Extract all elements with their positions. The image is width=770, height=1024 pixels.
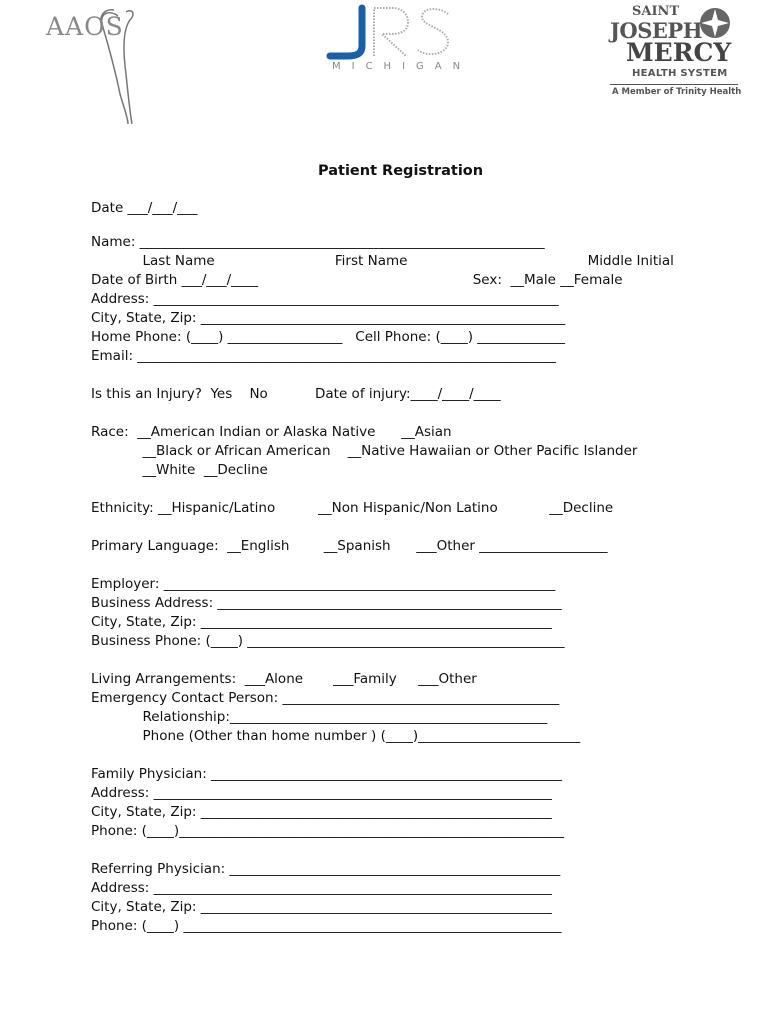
- star-cross-icon: [698, 4, 732, 42]
- referring-physician-address-field-line[interactable]: Address: ___________________________________________________________: [91, 880, 552, 896]
- phone-fields-line[interactable]: Home Phone: (____) _________________ Cell Phone: (____) _____________: [91, 329, 566, 345]
- jrs-michigan-logo: [324, 4, 472, 80]
- race-line-1[interactable]: Race: __American Indian or Alaska Native __Asian: [91, 424, 452, 440]
- living-arrangements-field-line[interactable]: Living Arrangements: ___Alone ___Family ___Other: [91, 671, 477, 687]
- sjm-line-mercy: MERCY: [626, 38, 732, 67]
- referring-physician-city-state-zip-field-line[interactable]: City, State, Zip: ____________________________________________________: [91, 899, 552, 915]
- address-field-line[interactable]: Address: ____________________________________________________________: [91, 291, 559, 307]
- sjm-line-trinity: A Member of Trinity Health: [612, 87, 742, 97]
- emergency-contact-field-line[interactable]: Emergency Contact Person: _________________________________________: [91, 690, 560, 706]
- dob-sex-field-line[interactable]: Date of Birth ___/___/____ Sex: __Male __Female: [91, 272, 623, 288]
- emergency-phone-field-line[interactable]: Phone (Other than home number ) (____)________________________: [91, 728, 581, 744]
- saint-joseph-mercy-logo: [602, 4, 742, 98]
- primary-language-field-line[interactable]: Primary Language: __English __Spanish ___Other ___________________: [91, 538, 608, 554]
- race-line-2[interactable]: __Black or African American __Native Hawaiian or Other Pacific Islander: [91, 443, 638, 459]
- business-address-field-line[interactable]: Business Address: ___________________________________________________: [91, 595, 562, 611]
- jrs-michigan-subtitle: MICHIGAN: [332, 61, 472, 72]
- business-city-state-zip-field-line[interactable]: City, State, Zip: ____________________________________________________: [91, 614, 552, 630]
- city-state-zip-field-line[interactable]: City, State, Zip: ______________________________________________________: [91, 310, 566, 326]
- sjm-divider: [610, 84, 738, 85]
- family-physician-field-line[interactable]: Family Physician: ____________________________________________________: [91, 766, 563, 782]
- name-field-line[interactable]: Name: ____________________________________________________________: [91, 234, 545, 250]
- family-physician-address-field-line[interactable]: Address: ___________________________________________________________: [91, 785, 552, 801]
- race-line-3[interactable]: __White __Decline: [91, 462, 268, 478]
- ethnicity-field-line[interactable]: Ethnicity: __Hispanic/Latino __Non Hispanic/Non Latino __Decline: [91, 500, 614, 516]
- aaos-logo: [40, 4, 150, 126]
- family-physician-city-state-zip-field-line[interactable]: City, State, Zip: ____________________________________________________: [91, 804, 552, 820]
- jrs-letters-icon: [324, 4, 454, 64]
- sjm-line-health-system: HEALTH SYSTEM: [632, 68, 728, 79]
- sjm-line-saint: SAINT: [632, 4, 680, 19]
- email-field-line[interactable]: Email: ______________________________________________________________: [91, 348, 556, 364]
- sjm-line-joseph: JOSEPH: [610, 18, 703, 43]
- employer-field-line[interactable]: Employer: __________________________________________________________: [91, 576, 556, 592]
- injury-field-line[interactable]: Is this an Injury? Yes No Date of injury:____/____/____: [91, 386, 501, 402]
- aaos-logo-text: AAOS: [46, 12, 124, 41]
- referring-physician-phone-field-line[interactable]: Phone: (____) ________________________________________________________: [91, 918, 562, 934]
- business-phone-field-line[interactable]: Business Phone: (____) _______________________________________________: [91, 633, 565, 649]
- relationship-field-line[interactable]: Relationship:_______________________________________________: [91, 709, 548, 725]
- referring-physician-field-line[interactable]: Referring Physician: _________________________________________________: [91, 861, 561, 877]
- name-labels-line: Last Name First Name Middle Initial: [91, 253, 674, 269]
- date-field-line[interactable]: Date ___/___/___: [91, 200, 198, 216]
- family-physician-phone-field-line[interactable]: Phone: (____)_________________________________________________________: [91, 823, 564, 839]
- page-title: Patient Registration: [318, 163, 484, 179]
